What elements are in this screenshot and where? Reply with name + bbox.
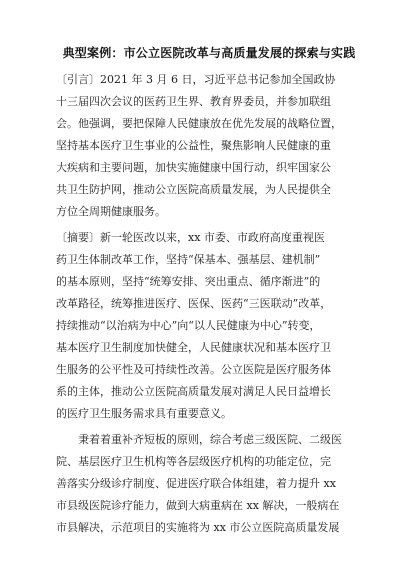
text-line: 改革路径，统筹推进医疗、医保、医药“三医联动”改革， [56,297,332,310]
text-line: 方位全周期健康服务。 [56,205,166,218]
text-line: 市县解决，示范项目的实施将为 xx 市公立医院高质量发展 [56,521,340,534]
text-line: 基本医疗卫生制度加快健全，人民健康状况和基本医疗卫 [56,341,331,354]
text-line: 十三届四次会议的医药卫生界、教育界委员，并参加联组 [56,95,331,108]
text-line: 共卫生防护网，推动公立医院高质量发展，为人民提供全 [56,183,331,196]
text-line: 的基本原则，坚持“统筹安排、突出重点、循序渐进”的 [56,275,321,288]
text-line: 善落实分级诊疗制度、促进医疗联合体组建，着力提升 xx [56,477,336,490]
paragraph-abstract [56,227,362,425]
paragraph-intro [56,69,362,223]
text-line: 大疾病和主要问题，加快实施健康中国行动，织牢国家公 [56,161,331,174]
text-line: 〔引言〕2021 年 3 月 6 日，习近平总书记参加全国政协 [56,73,336,86]
text-line: 市县级医院诊疗能力，做到大病重病在 xx 解决，一般病在 [56,499,340,512]
text-line: 持续推动“以治病为中心”向“以人民健康为中心”转变， [56,319,321,332]
text-line: 秉着着重补齐短板的原则，综合考虑三级医院、二级医 [78,433,342,446]
paragraph-body [56,429,362,539]
text-line: 药卫生体制改革工作，坚持“保基本、强基层、建机制” [56,253,321,266]
text-line: 的医疗卫生服务需求具有重要意义。 [56,407,232,420]
text-line: 系的主体，推动公立医院高质量发展对满足人民日益增长 [56,385,331,398]
text-line: 会。他强调，要把保障人民健康放在优先发展的战略位置， [56,117,342,130]
text-line: 〔摘要〕新一轮医改以来，xx 市委、市政府高度重视医 [56,231,325,244]
text-line: 院、基层医疗卫生机构等各层级医疗机构的功能定位，完 [56,455,331,468]
text-line: 坚持基本医疗卫生事业的公益性，聚焦影响人民健康的重 [56,139,331,152]
document-title: 典型案例：市公立医院改革与高质量发展的探索与实践 [62,46,356,60]
text-line: 生服务的公平性及可持续性改善。公立医院是医疗服务体 [56,363,331,376]
